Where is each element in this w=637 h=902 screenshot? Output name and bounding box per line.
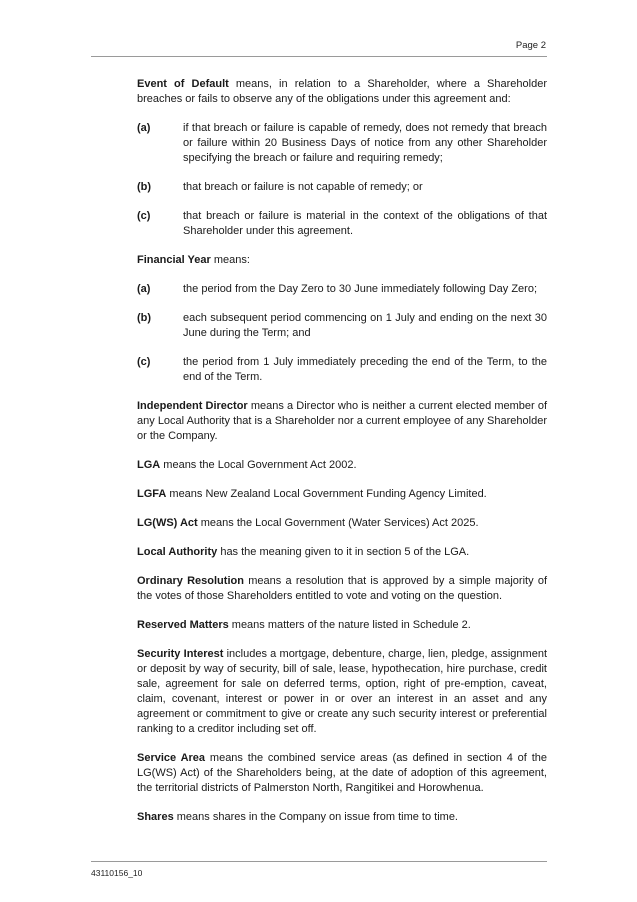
definition-text: means matters of the nature listed in Schedule 2. [228, 619, 471, 631]
defined-term: LGFA [137, 488, 167, 500]
definition-security-interest [137, 647, 547, 737]
definition-text: means a resolution that is approved by a simple majority of the votes of those Shareholders entitled to vote and voting on the question. [137, 575, 547, 602]
definition-lgfa [137, 487, 547, 502]
defined-term: Ordinary Resolution [137, 575, 244, 587]
defined-term: LG(WS) Act [137, 517, 198, 529]
item-label: (a) [137, 283, 151, 295]
definition-text: means shares in the Company on issue from time to time. [173, 811, 458, 823]
definition-text: means the combined service areas (as defined in section 4 of the LG(WS) Act) of the Shareholders being, at the date of adoption of this agreement, the territorial districts of Palmerston North, Rangitikei and Horowhenua. [137, 752, 547, 794]
item-text: that breach or failure is material in the context of the obligations of that Shareholder under this agreement. [183, 210, 547, 237]
item-text: if that breach or failure is capable of remedy, does not remedy that breach or failure within 20 Business Days of notice from any other Shareholder specifying the breach or failure and requiring remedy; [183, 122, 547, 164]
list-item [137, 180, 547, 195]
item-label: (c) [137, 356, 151, 368]
list-item [137, 282, 547, 297]
defined-term: Security Interest [137, 648, 224, 660]
document-reference: 43110156_10 [91, 868, 143, 878]
definition-text: means the Local Government (Water Services) Act 2025. [197, 517, 479, 529]
page-number: Page 2 [515, 40, 546, 51]
item-text: the period from 1 July immediately preceding the end of the Term, to the end of the Term. [183, 356, 547, 383]
header-divider [91, 56, 547, 57]
definition-text: includes a mortgage, debenture, charge, lien, pledge, assignment or deposit by way of security, bill of sale, lease, hypothecation, hire purchase, credit sale, agreement for sale on deferred terms, option, right of pre-emption, caveat, claim, covenant, interest or power in or over an interest in an asset and any agreement or commitment to give or create any such security interest or preferential ranking to a creditor including set off. [137, 648, 547, 735]
definition-text: means a Director who is neither a current elected member of any Local Authority that is a Shareholder nor a current employee of any Shareholder or the Company. [137, 400, 548, 442]
definition-local-authority [137, 545, 547, 560]
list-item [137, 121, 547, 166]
defined-term: Local Authority [137, 546, 218, 558]
definition-text: means New Zealand Local Government Funding Agency Limited. [166, 488, 487, 500]
definition-shares [137, 810, 547, 825]
defined-term: Shares [137, 811, 174, 823]
defined-term: Event of Default [137, 78, 229, 90]
item-text: each subsequent period commencing on 1 July and ending on the next 30 June during the Term; and [183, 312, 547, 339]
list-item [137, 311, 547, 341]
defined-term: LGA [137, 459, 161, 471]
item-label: (a) [137, 122, 151, 134]
item-text: that breach or failure is not capable of remedy; or [183, 181, 423, 193]
defined-term: Financial Year [137, 254, 211, 266]
definition-event-of-default [137, 77, 547, 107]
list-item [137, 355, 547, 385]
definition-reserved-matters [137, 618, 547, 633]
definition-independent-director [137, 399, 547, 444]
list-item [137, 209, 547, 239]
defined-term: Service Area [137, 752, 206, 764]
document-body [137, 77, 547, 839]
item-label: (b) [137, 181, 152, 193]
definition-text: means the Local Government Act 2002. [160, 459, 357, 471]
definition-text: means: [210, 254, 250, 266]
definition-text: means, in relation to a Shareholder, where a Shareholder breaches or fails to observe any of the obligations under this agreement and: [137, 78, 547, 105]
definition-lgws-act [137, 516, 547, 531]
definition-ordinary-resolution [137, 574, 547, 604]
definition-financial-year [137, 253, 547, 268]
footer-divider [91, 861, 547, 862]
definition-lga [137, 458, 547, 473]
item-label: (b) [137, 312, 152, 324]
item-text: the period from the Day Zero to 30 June immediately following Day Zero; [183, 283, 537, 295]
definition-text: has the meaning given to it in section 5 of the LGA. [217, 546, 470, 558]
definition-service-area [137, 751, 547, 796]
defined-term: Independent Director [137, 400, 248, 412]
defined-term: Reserved Matters [137, 619, 229, 631]
item-label: (c) [137, 210, 151, 222]
